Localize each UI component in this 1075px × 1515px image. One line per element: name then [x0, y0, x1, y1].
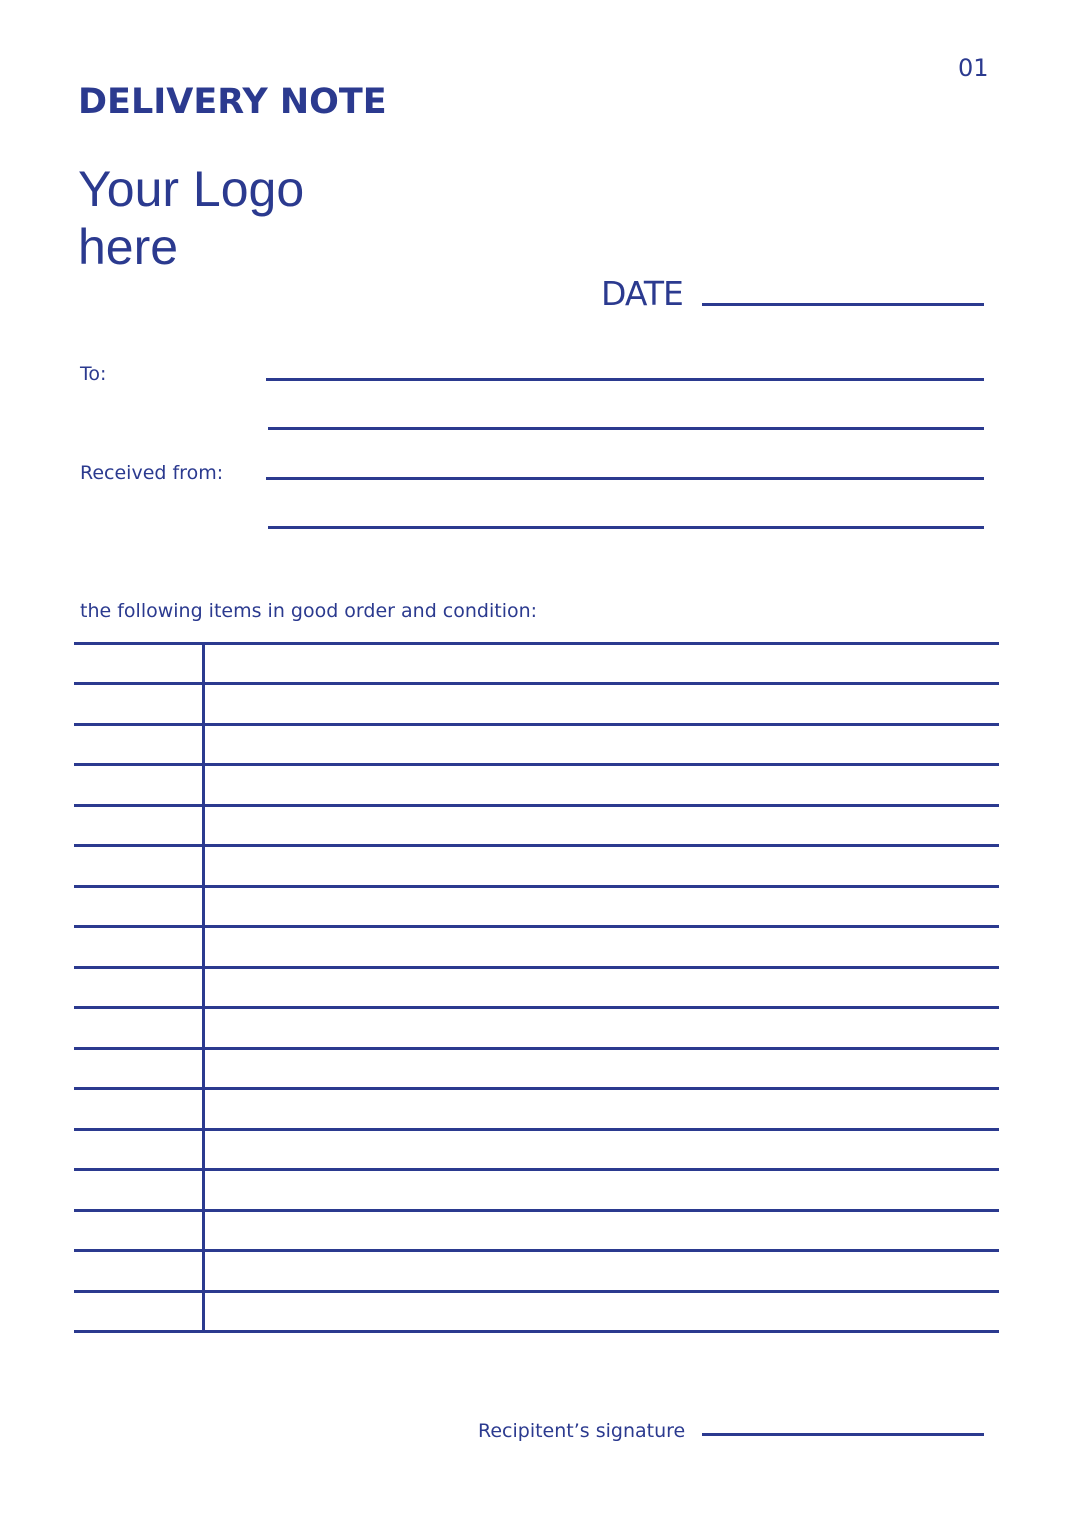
items-intro-text: the following items in good order and condition: [80, 600, 538, 622]
received-from-field-line-2[interactable] [268, 526, 984, 529]
to-label: To: [80, 363, 107, 385]
to-field-line-2[interactable] [268, 427, 984, 430]
items-table-row-rule [74, 925, 999, 928]
items-table-row-rule [74, 1249, 999, 1252]
items-table-top-rule [74, 642, 999, 645]
items-table-row-rule [74, 804, 999, 807]
items-table-row-rule [74, 1290, 999, 1293]
items-table-row-rule [74, 1168, 999, 1171]
received-from-label: Received from: [80, 462, 224, 484]
items-table-row-rule [74, 966, 999, 969]
date-label: DATE [601, 274, 683, 313]
date-field-line[interactable] [702, 303, 984, 306]
items-table-row-rule [74, 1087, 999, 1090]
logo-placeholder: Your Logo here [78, 161, 305, 275]
items-table-row-rule [74, 1128, 999, 1131]
document-title: DELIVERY NOTE [78, 82, 387, 122]
items-table-row-rule [74, 1047, 999, 1050]
items-table-row-rule [74, 844, 999, 847]
items-table-row-rule [74, 885, 999, 888]
signature-label: Recipitent’s signature [478, 1420, 686, 1442]
items-table-row-rule [74, 682, 999, 685]
items-table-row-rule [74, 1006, 999, 1009]
signature-field-line[interactable] [702, 1433, 984, 1436]
items-table-row-rule [74, 1209, 999, 1212]
to-field-line-1[interactable] [266, 378, 984, 381]
items-table-row-rule [74, 763, 999, 766]
items-table-column-divider [202, 644, 205, 1330]
items-table-bottom-rule [74, 1330, 999, 1333]
received-from-field-line-1[interactable] [266, 477, 984, 480]
page-number: 01 [958, 54, 989, 82]
items-table-row-rule [74, 723, 999, 726]
